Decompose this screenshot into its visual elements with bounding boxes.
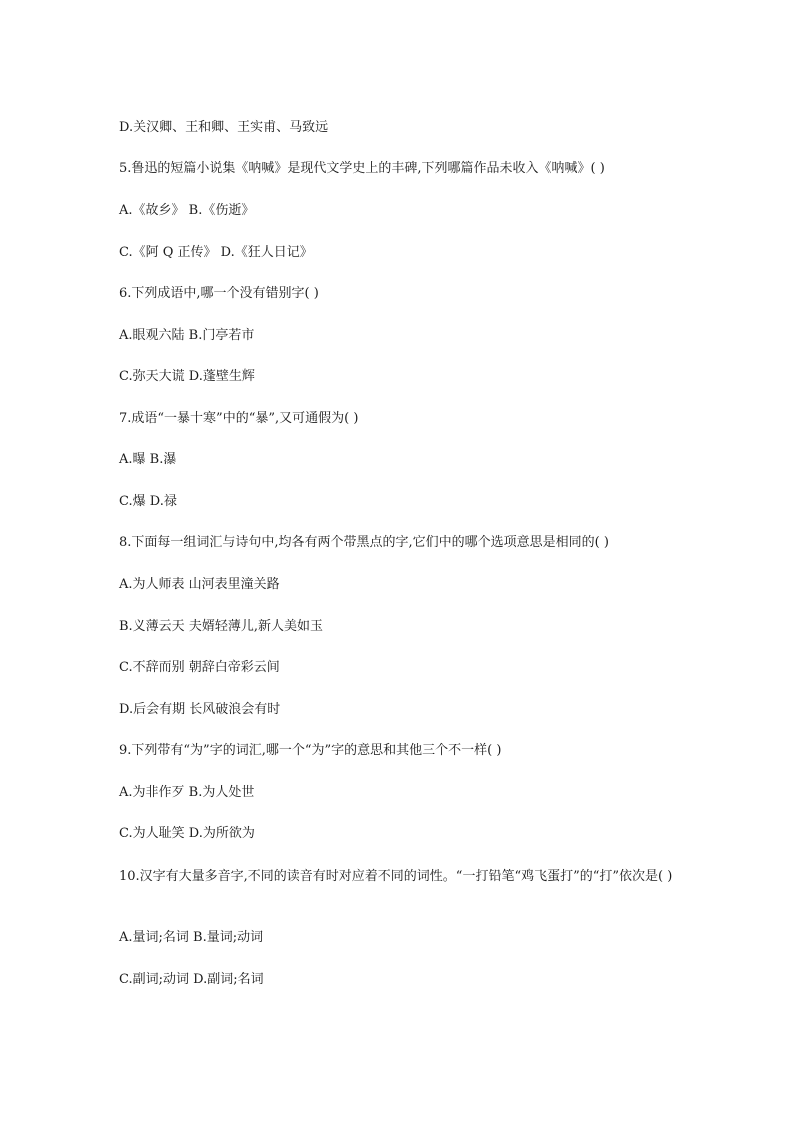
- option-line: C.弥天大谎 D.蓬壁生辉: [119, 369, 255, 384]
- option-line: A.《故乡》 B.《伤逝》: [119, 203, 255, 218]
- option-line: A.量词;名词 B.量词;动词: [119, 930, 264, 945]
- option-line: A.曝 B.瀑: [119, 452, 177, 467]
- option-line: A.眼观六陆 B.门亭若市: [119, 328, 255, 343]
- option-line: C.为人耻笑 D.为所欲为: [119, 826, 255, 841]
- question-5: 5.鲁迅的短篇小说集《呐喊》是现代文学史上的丰碑,下列哪篇作品未收入《呐喊》( ): [119, 161, 605, 176]
- option-line: C.《阿 Q 正传》 D.《狂人日记》: [119, 245, 313, 260]
- option-line: C.不辞而别 朝辞白帝彩云间: [119, 660, 280, 675]
- option-line: C.副词;动词 D.副词;名词: [119, 972, 264, 987]
- question-9: 9.下列带有“为”字的词汇,哪一个“为”字的意思和其他三个不一样( ): [119, 743, 502, 758]
- option-line: D.后会有期 长风破浪会有时: [119, 702, 281, 717]
- option-line: D.关汉卿、王和卿、王实甫、马致远: [119, 120, 329, 135]
- option-line: B.义薄云天 夫婿轻薄儿,新人美如玉: [119, 619, 323, 634]
- question-8: 8.下面每一组词汇与诗句中,均各有两个带黑点的字,它们中的哪个选项意思是相同的( ): [119, 535, 609, 550]
- question-7: 7.成语“一暴十寒”中的“暴”,又可通假为( ): [119, 411, 359, 426]
- question-10: 10.汉字有大量多音字,不同的读音有时对应着不同的词性。“一打铅笔“鸡飞蛋打”的“打”依次是( ): [119, 869, 673, 884]
- option-line: A.为非作歹 B.为人处世: [119, 785, 255, 800]
- question-6: 6.下列成语中,哪一个没有错别字( ): [119, 286, 319, 301]
- option-line: A.为人师表 山河表里潼关路: [119, 577, 280, 592]
- option-line: C.爆 D.禄: [119, 494, 177, 509]
